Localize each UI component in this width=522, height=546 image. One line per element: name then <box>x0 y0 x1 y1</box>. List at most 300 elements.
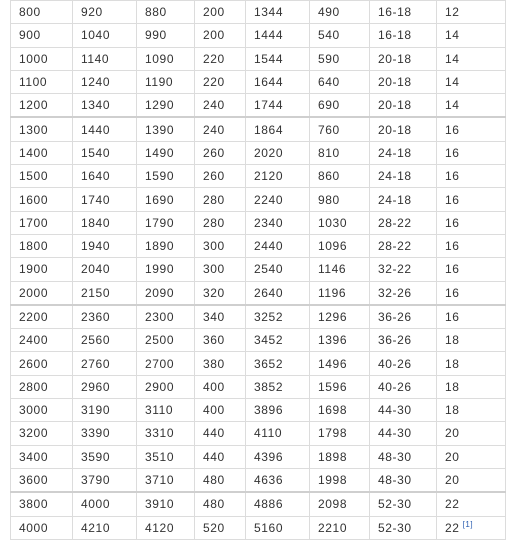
cell-value: 2800 <box>19 379 49 394</box>
cell-value: 920 <box>81 5 103 20</box>
table-cell <box>195 211 246 234</box>
spec-table <box>10 0 506 540</box>
cell-value: 2020 <box>254 145 284 160</box>
cell-value: 16 <box>445 262 460 277</box>
cell-value: 300 <box>203 262 225 277</box>
cell-value: 48-30 <box>378 473 412 488</box>
table-cell <box>437 234 506 257</box>
table-cell <box>246 1 310 24</box>
cell-value: 20 <box>445 426 460 441</box>
table-row <box>11 352 506 375</box>
cell-value: 3190 <box>81 403 111 418</box>
table-row <box>11 399 506 422</box>
cell-value: 980 <box>318 192 340 207</box>
table-cell <box>195 422 246 445</box>
table-row <box>11 94 506 118</box>
cell-value: 1340 <box>81 98 111 113</box>
table-cell <box>73 94 137 118</box>
table-cell <box>310 516 370 539</box>
cell-value: 2640 <box>254 285 284 300</box>
table-cell <box>137 352 195 375</box>
table-cell <box>137 165 195 188</box>
cell-value: 3896 <box>254 403 284 418</box>
table-cell <box>246 375 310 398</box>
table-cell <box>437 422 506 445</box>
table-cell <box>246 492 310 516</box>
table-cell <box>137 211 195 234</box>
table-cell <box>370 234 437 257</box>
cell-value: 2540 <box>254 262 284 277</box>
table-cell <box>246 117 310 141</box>
table-cell <box>73 234 137 257</box>
cell-value: 24-18 <box>378 192 412 207</box>
table-cell <box>246 70 310 93</box>
cell-value: 4636 <box>254 473 284 488</box>
table-cell <box>195 445 246 468</box>
cell-value: 400 <box>203 403 225 418</box>
cell-value: 36-26 <box>378 333 412 348</box>
cell-value: 22 <box>445 520 460 535</box>
cell-value: 1898 <box>318 449 348 464</box>
cell-value: 1798 <box>318 426 348 441</box>
cell-value: 1740 <box>81 192 111 207</box>
table-cell <box>370 188 437 211</box>
cell-value: 280 <box>203 215 225 230</box>
cell-value: 2360 <box>81 310 111 324</box>
cell-value: 2340 <box>254 215 284 230</box>
cell-value: 16 <box>445 215 460 230</box>
cell-value: 1544 <box>254 51 284 66</box>
table-cell <box>73 375 137 398</box>
cell-value: 3310 <box>145 426 175 441</box>
cell-value: 200 <box>203 28 225 43</box>
cell-value: 4210 <box>81 520 111 535</box>
cell-value: 400 <box>203 379 225 394</box>
cell-value: 48-30 <box>378 449 412 464</box>
cell-value: 44-30 <box>378 426 412 441</box>
cell-value: 16 <box>445 310 460 324</box>
cell-value: 2210 <box>318 520 348 535</box>
cell-value: 1890 <box>145 239 175 254</box>
table-cell <box>137 329 195 352</box>
cell-value: 3910 <box>145 497 175 512</box>
cell-value: 2098 <box>318 497 348 512</box>
table-cell <box>137 188 195 211</box>
table-cell <box>73 141 137 164</box>
table-cell <box>437 94 506 118</box>
table-cell <box>195 24 246 47</box>
table-cell <box>370 375 437 398</box>
cell-value: 1900 <box>19 262 49 277</box>
cell-value: 4110 <box>254 426 283 441</box>
cell-value: 2120 <box>254 169 284 184</box>
cell-value: 2600 <box>19 356 49 371</box>
table-cell <box>11 422 73 445</box>
table-cell <box>370 258 437 281</box>
cell-value: 240 <box>203 98 225 113</box>
table-cell <box>310 141 370 164</box>
table-cell <box>310 211 370 234</box>
cell-value: 52-30 <box>378 520 412 535</box>
cell-value: 1196 <box>318 285 347 300</box>
table-cell <box>11 94 73 118</box>
table-cell <box>195 117 246 141</box>
table-cell <box>73 1 137 24</box>
cell-value: 480 <box>203 473 225 488</box>
table-cell <box>437 445 506 468</box>
table-cell <box>437 117 506 141</box>
table-cell <box>437 70 506 93</box>
table-cell <box>246 445 310 468</box>
cell-value: 1146 <box>318 262 347 277</box>
table-cell <box>195 165 246 188</box>
table-cell <box>195 258 246 281</box>
table-cell <box>137 24 195 47</box>
cell-value: 2760 <box>81 356 111 371</box>
table-cell <box>195 375 246 398</box>
table-cell <box>195 281 246 305</box>
table-cell <box>310 305 370 329</box>
table-cell <box>137 281 195 305</box>
cell-value: 440 <box>203 426 225 441</box>
table-cell <box>73 305 137 329</box>
table-row <box>11 1 506 24</box>
table-cell <box>73 445 137 468</box>
table-cell <box>246 94 310 118</box>
cell-value: 16 <box>445 169 460 184</box>
cell-value: 28-22 <box>378 215 412 230</box>
cell-value: 1590 <box>145 169 175 184</box>
cell-value: 1490 <box>145 145 175 160</box>
cell-value: 5160 <box>254 520 284 535</box>
table-cell <box>73 24 137 47</box>
cell-value: 1190 <box>145 75 174 90</box>
table-cell <box>370 47 437 70</box>
table-row <box>11 445 506 468</box>
cell-value: 18 <box>445 356 460 371</box>
cell-value: 3852 <box>254 379 284 394</box>
table-cell <box>246 281 310 305</box>
table-cell <box>11 516 73 539</box>
table-cell <box>137 70 195 93</box>
cell-value: 24-18 <box>378 169 412 184</box>
cell-value: 16 <box>445 145 460 160</box>
cell-value: 2440 <box>254 239 284 254</box>
table-cell <box>370 94 437 118</box>
cell-value: 1030 <box>318 215 348 230</box>
cell-value: 1640 <box>81 169 111 184</box>
table-cell <box>437 47 506 70</box>
table-cell <box>437 281 506 305</box>
table-cell <box>246 234 310 257</box>
table-cell <box>246 399 310 422</box>
table-cell <box>195 399 246 422</box>
table-cell <box>310 70 370 93</box>
cell-value: 18 <box>445 333 460 348</box>
table-cell <box>246 305 310 329</box>
cell-value: 3000 <box>19 403 49 418</box>
table-cell <box>437 329 506 352</box>
table-cell <box>11 1 73 24</box>
cell-value: 1344 <box>254 5 284 20</box>
cell-value: 1700 <box>19 215 49 230</box>
table-cell <box>11 375 73 398</box>
table-cell <box>310 329 370 352</box>
cell-value: 14 <box>445 98 460 113</box>
table-cell <box>437 1 506 24</box>
table-cell <box>246 422 310 445</box>
cell-value: 4886 <box>254 497 284 512</box>
cell-value: 540 <box>318 28 340 43</box>
table-row <box>11 70 506 93</box>
table-cell <box>246 24 310 47</box>
table-cell <box>11 70 73 93</box>
cell-value: 1940 <box>81 239 111 254</box>
cell-value: 14 <box>445 28 460 43</box>
table-cell <box>370 165 437 188</box>
cell-value: 24-18 <box>378 145 412 160</box>
cell-value: 28-22 <box>378 239 412 254</box>
table-cell <box>370 445 437 468</box>
table-row <box>11 516 506 539</box>
table-cell <box>310 24 370 47</box>
table-cell <box>310 94 370 118</box>
table-cell <box>195 305 246 329</box>
cell-value: 14 <box>445 51 460 66</box>
cell-value: 16 <box>445 192 460 207</box>
table-row <box>11 24 506 47</box>
table-cell <box>437 141 506 164</box>
table-row <box>11 305 506 329</box>
table-cell <box>195 188 246 211</box>
cell-value: 16 <box>445 285 460 300</box>
cell-value: 1240 <box>81 75 111 90</box>
cell-value: 16-18 <box>378 28 412 43</box>
cell-value: 16-18 <box>378 5 412 20</box>
cell-value: 1596 <box>318 379 348 394</box>
cell-value: 3200 <box>19 426 49 441</box>
cell-value: 360 <box>203 333 225 348</box>
table-cell <box>11 492 73 516</box>
table-cell <box>437 516 506 539</box>
table-cell <box>370 329 437 352</box>
cell-value: 2240 <box>254 192 284 207</box>
cell-value: 1744 <box>254 98 284 113</box>
cell-value: 1090 <box>145 51 175 66</box>
cell-value: 40-26 <box>378 356 412 371</box>
table-cell <box>137 516 195 539</box>
table-cell <box>137 117 195 141</box>
table-cell <box>11 211 73 234</box>
cell-value: 4000 <box>81 497 111 512</box>
cell-value: 240 <box>203 122 225 137</box>
cell-value: 1800 <box>19 239 49 254</box>
cell-value: 480 <box>203 497 225 512</box>
table-cell <box>437 211 506 234</box>
cell-value: 1790 <box>145 215 175 230</box>
cell-value: 320 <box>203 285 225 300</box>
table-cell <box>437 165 506 188</box>
table-cell <box>246 468 310 492</box>
table-cell <box>73 422 137 445</box>
table-cell <box>310 165 370 188</box>
cell-value: 3390 <box>81 426 111 441</box>
cell-value: 3400 <box>19 449 49 464</box>
cell-value: 22 <box>445 497 460 512</box>
footnote-reference-link[interactable]: [1] <box>462 519 474 529</box>
cell-value: 1390 <box>145 122 175 137</box>
cell-value: 32-26 <box>378 285 412 300</box>
cell-value: 1998 <box>318 473 348 488</box>
table-row <box>11 422 506 445</box>
table-cell <box>370 211 437 234</box>
table-cell <box>310 352 370 375</box>
cell-value: 18 <box>445 379 460 394</box>
table-cell <box>310 492 370 516</box>
cell-value: 1698 <box>318 403 348 418</box>
table-cell <box>73 117 137 141</box>
table-row <box>11 188 506 211</box>
cell-value: 590 <box>318 51 340 66</box>
table-cell <box>310 258 370 281</box>
cell-value: 2150 <box>81 285 111 300</box>
table-cell <box>11 281 73 305</box>
cell-value: 2900 <box>145 379 175 394</box>
table-cell <box>11 399 73 422</box>
cell-value: 860 <box>318 169 340 184</box>
table-cell <box>137 1 195 24</box>
table-cell <box>310 117 370 141</box>
cell-value: 4000 <box>19 520 49 535</box>
cell-value: 220 <box>203 51 225 66</box>
cell-value: 52-30 <box>378 497 412 512</box>
table-cell <box>73 468 137 492</box>
cell-value: 690 <box>318 98 340 113</box>
table-cell <box>437 492 506 516</box>
cell-value: 40-26 <box>378 379 412 394</box>
cell-value: 3790 <box>81 473 111 488</box>
table-cell <box>310 1 370 24</box>
table-cell <box>11 117 73 141</box>
table-cell <box>370 281 437 305</box>
cell-value: 810 <box>318 145 340 160</box>
table-cell <box>310 445 370 468</box>
table-cell <box>137 234 195 257</box>
cell-value: 520 <box>203 520 225 535</box>
table-cell <box>137 399 195 422</box>
cell-value: 2500 <box>145 333 175 348</box>
table-row <box>11 117 506 141</box>
cell-value: 300 <box>203 239 225 254</box>
cell-value: 3652 <box>254 356 284 371</box>
table-cell <box>246 141 310 164</box>
cell-value: 16 <box>445 239 460 254</box>
table-cell <box>195 492 246 516</box>
table-cell <box>370 352 437 375</box>
table-cell <box>310 468 370 492</box>
cell-value: 1864 <box>254 122 284 137</box>
cell-value: 20-18 <box>378 98 412 113</box>
table-cell <box>370 399 437 422</box>
table-cell <box>11 165 73 188</box>
table-cell <box>11 141 73 164</box>
cell-value: 1040 <box>81 28 111 43</box>
cell-value: 1990 <box>145 262 175 277</box>
table-cell <box>246 516 310 539</box>
cell-value: 990 <box>145 28 167 43</box>
table-cell <box>73 165 137 188</box>
table-cell <box>11 47 73 70</box>
table-row <box>11 329 506 352</box>
table-cell <box>195 141 246 164</box>
table-cell <box>246 188 310 211</box>
table-cell <box>310 399 370 422</box>
table-cell <box>137 445 195 468</box>
cell-value: 380 <box>203 356 225 371</box>
table-row <box>11 375 506 398</box>
cell-value: 2300 <box>145 310 175 324</box>
cell-value: 44-30 <box>378 403 412 418</box>
table-row <box>11 492 506 516</box>
cell-value: 3510 <box>145 449 175 464</box>
cell-value: 4120 <box>145 520 175 535</box>
table-cell <box>195 1 246 24</box>
table-cell <box>11 188 73 211</box>
table-cell <box>437 468 506 492</box>
cell-value: 2960 <box>81 379 111 394</box>
cell-value: 2200 <box>19 310 49 324</box>
table-cell <box>370 305 437 329</box>
cell-value: 20 <box>445 473 460 488</box>
table-cell <box>137 141 195 164</box>
cell-value: 14 <box>445 75 460 90</box>
cell-value: 1290 <box>145 98 175 113</box>
cell-value: 2700 <box>145 356 175 371</box>
table-cell <box>246 47 310 70</box>
table-cell <box>370 516 437 539</box>
table-cell <box>11 329 73 352</box>
table-cell <box>73 352 137 375</box>
table-cell <box>310 188 370 211</box>
cell-value: 260 <box>203 145 225 160</box>
cell-value: 16 <box>445 122 460 137</box>
table-cell <box>11 352 73 375</box>
table-cell <box>437 188 506 211</box>
table-cell <box>246 211 310 234</box>
table-cell <box>73 516 137 539</box>
table-cell <box>246 352 310 375</box>
table-cell <box>137 492 195 516</box>
table-row <box>11 281 506 305</box>
table-cell <box>437 375 506 398</box>
cell-value: 1100 <box>19 75 48 90</box>
table-cell <box>437 305 506 329</box>
table-cell <box>370 24 437 47</box>
cell-value: 880 <box>145 5 167 20</box>
table-cell <box>437 258 506 281</box>
cell-value: 1296 <box>318 310 348 324</box>
cell-value: 440 <box>203 449 225 464</box>
table-cell <box>370 1 437 24</box>
spec-table-body <box>11 1 506 540</box>
table-cell <box>370 141 437 164</box>
cell-value: 18 <box>445 403 460 418</box>
cell-value: 800 <box>19 5 41 20</box>
cell-value: 760 <box>318 122 340 137</box>
table-cell <box>137 94 195 118</box>
table-cell <box>11 258 73 281</box>
cell-value: 4396 <box>254 449 284 464</box>
